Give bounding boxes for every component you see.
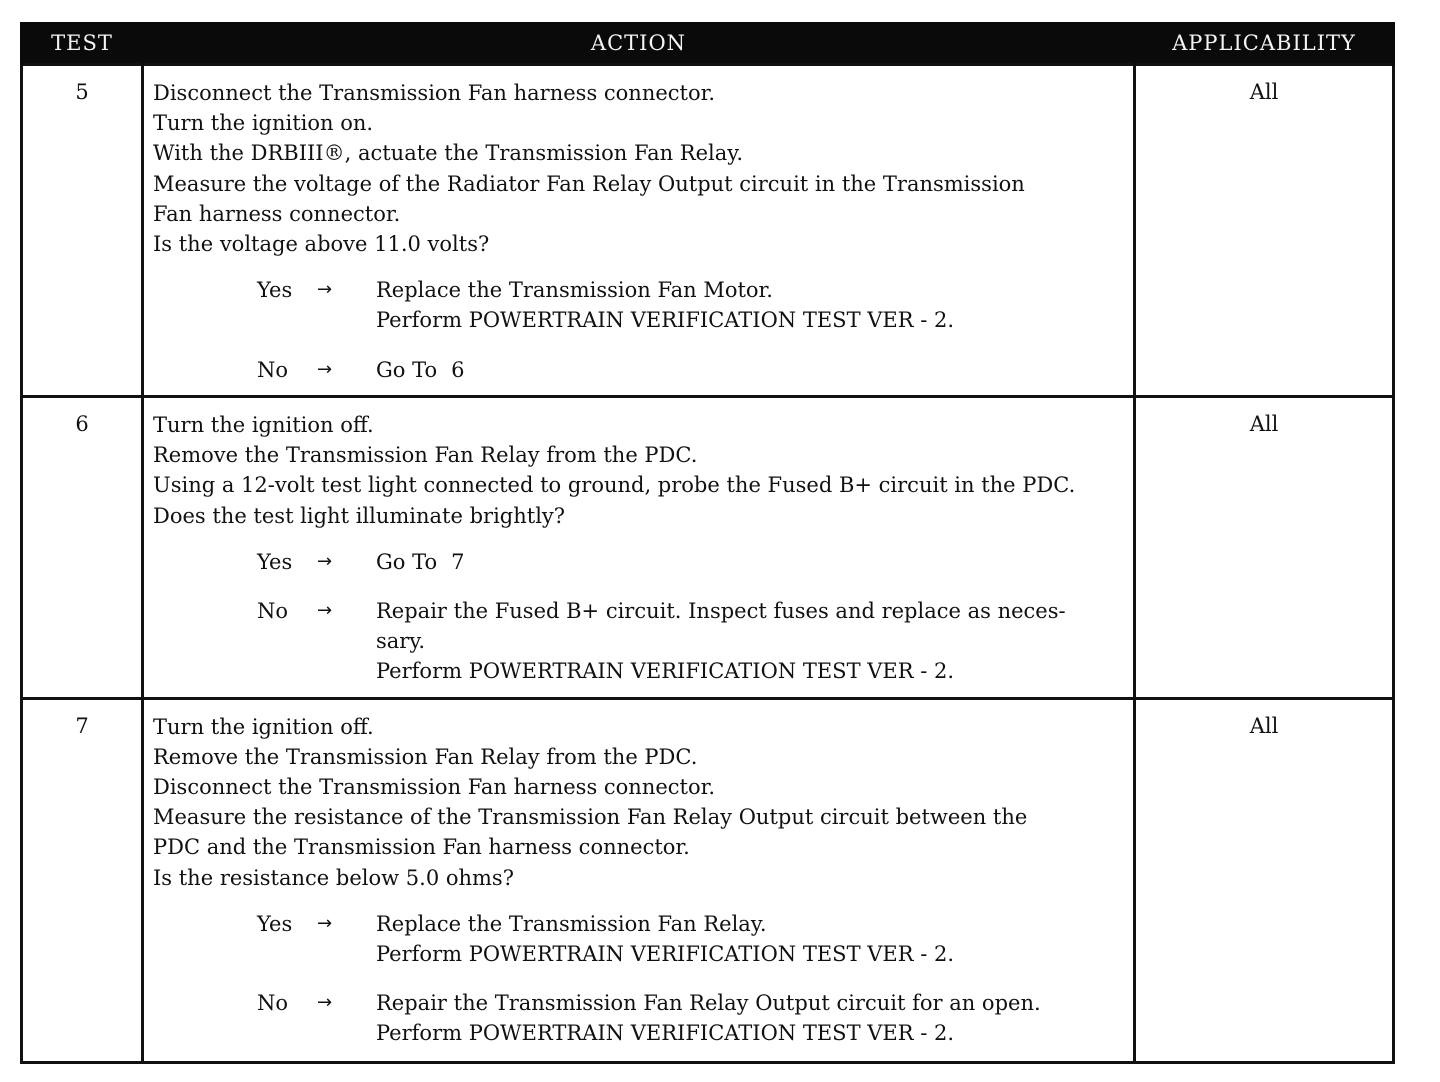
action-step: Remove the Transmission Fan Relay from the PDC. (153, 744, 698, 769)
action-question: Is the voltage above 11.0 volts? (153, 232, 490, 257)
yes-result (376, 547, 1127, 577)
right-arrow-icon: → (317, 600, 333, 622)
right-arrow-icon: → (317, 358, 333, 380)
result-line: Perform POWERTRAIN VERIFICATION TEST VER - 2. (376, 942, 955, 967)
action-question: Does the test light illuminate brightly? (153, 503, 566, 528)
goto-test-number: 7 (451, 549, 465, 574)
yes-branch (257, 547, 1127, 577)
result-branches (257, 909, 1127, 1049)
test-number: 6 (22, 397, 143, 699)
applicability-value: All (1135, 397, 1394, 699)
no-result (376, 355, 1127, 385)
no-result (376, 988, 1127, 1048)
action-cell (143, 698, 1135, 1062)
no-branch (257, 355, 1127, 385)
action-cell (143, 397, 1135, 699)
action-step: Disconnect the Transmission Fan harness connector. (153, 81, 716, 105)
result-line: Replace the Transmission Fan Motor. (376, 278, 773, 303)
yes-branch (257, 909, 1127, 969)
action-step: PDC and the Transmission Fan harness connector. (153, 835, 690, 860)
diagnostic-test-table (20, 22, 1395, 1064)
test-number: 7 (22, 698, 143, 1062)
right-arrow-icon: → (317, 992, 333, 1014)
yes-label: Yes (257, 549, 293, 574)
no-result (376, 596, 1127, 687)
action-cell (143, 65, 1135, 397)
yes-label: Yes (257, 911, 293, 936)
result-branches (257, 547, 1127, 687)
no-label: No (257, 599, 289, 624)
action-question: Is the resistance below 5.0 ohms? (153, 865, 514, 890)
table-header-row (22, 22, 1394, 65)
goto-label: Go To (376, 549, 438, 574)
action-step: Turn the ignition off. (153, 714, 374, 739)
result-line: Perform POWERTRAIN VERIFICATION TEST VER - 2. (376, 1021, 955, 1046)
action-step: Turn the ignition on. (153, 111, 374, 136)
right-arrow-icon: → (317, 279, 333, 301)
test-number: 5 (22, 65, 143, 397)
result-line: Replace the Transmission Fan Relay. (376, 911, 767, 936)
goto-line (376, 547, 1127, 577)
header-test: TEST (22, 22, 143, 65)
result-line: Repair the Fused B+ circuit. Inspect fuses and replace as neces- (376, 599, 1066, 624)
applicability-value: All (1135, 698, 1394, 1062)
action-step: Fan harness connector. (153, 201, 401, 226)
action-step: Disconnect the Transmission Fan harness connector. (153, 775, 716, 800)
table-row-test-7 (22, 698, 1394, 1062)
no-label: No (257, 357, 289, 382)
result-branches (257, 275, 1127, 385)
goto-test-number: 6 (451, 357, 465, 382)
result-line: Perform POWERTRAIN VERIFICATION TEST VER - 2. (376, 308, 955, 333)
applicability-value: All (1135, 65, 1394, 397)
action-step: Remove the Transmission Fan Relay from the PDC. (153, 443, 698, 468)
table-row-test-5 (22, 65, 1394, 397)
action-step: With the DRBIII®, actuate the Transmission Fan Relay. (153, 141, 744, 166)
goto-label: Go To (376, 357, 438, 382)
goto-line (376, 355, 1127, 385)
action-step: Using a 12-volt test light connected to ground, probe the Fused B+ circuit in the PDC. (153, 473, 1076, 498)
right-arrow-icon: → (317, 550, 333, 572)
no-label: No (257, 991, 289, 1016)
header-applicability: APPLICABILITY (1135, 22, 1394, 65)
table-row-test-6 (22, 397, 1394, 699)
header-action: ACTION (143, 22, 1135, 65)
result-line: Perform POWERTRAIN VERIFICATION TEST VER - 2. (376, 659, 955, 684)
yes-branch (257, 275, 1127, 335)
result-line: sary. (376, 629, 426, 654)
yes-result (376, 909, 1127, 969)
result-line: Repair the Transmission Fan Relay Output circuit for an open. (376, 991, 1041, 1016)
yes-label: Yes (257, 278, 293, 303)
action-step: Measure the resistance of the Transmission Fan Relay Output circuit between the (153, 805, 1028, 830)
action-step: Turn the ignition off. (153, 413, 374, 437)
no-branch (257, 988, 1127, 1048)
right-arrow-icon: → (317, 912, 333, 934)
action-step: Measure the voltage of the Radiator Fan Relay Output circuit in the Transmission (153, 171, 1025, 196)
no-branch (257, 596, 1127, 687)
yes-result (376, 275, 1127, 335)
